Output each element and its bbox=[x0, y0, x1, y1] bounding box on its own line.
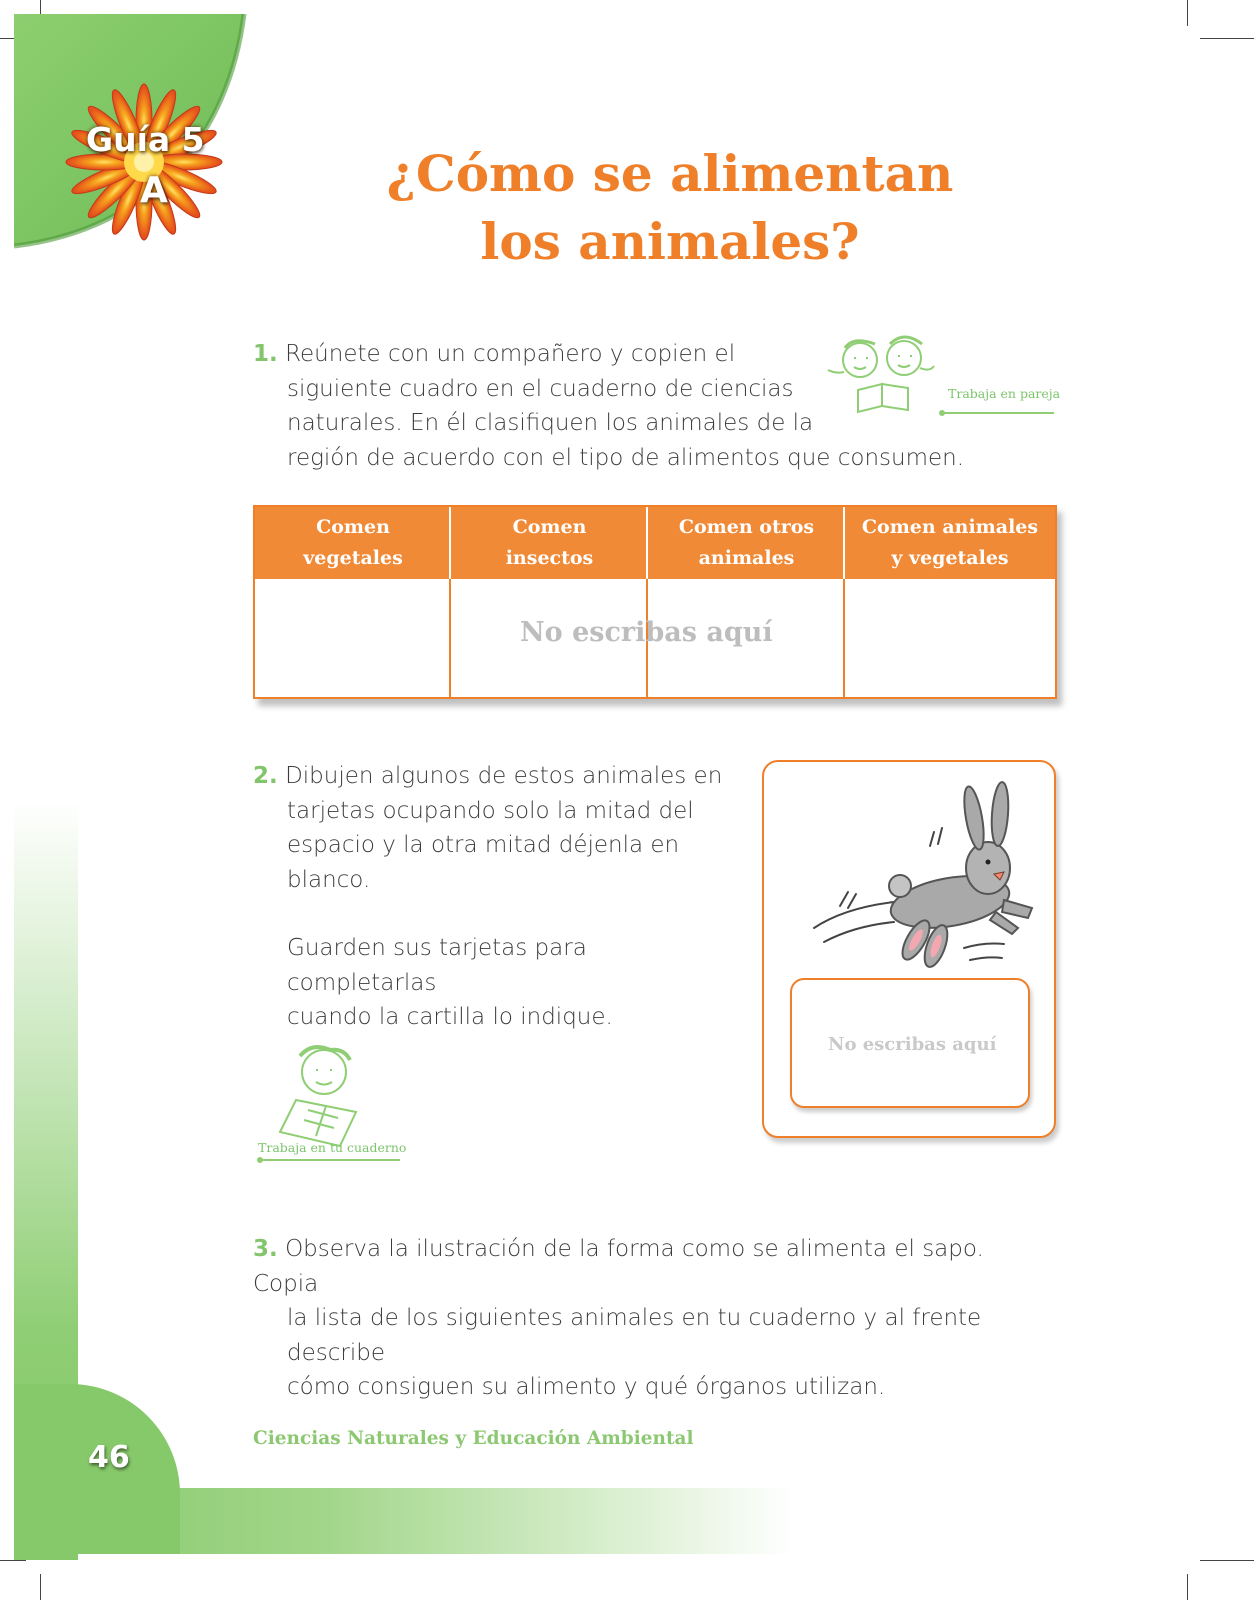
table-divider bbox=[449, 507, 451, 579]
page-title bbox=[330, 140, 1010, 276]
question-3-line: cómo consiguen su alimento y qué órganos utilizan. bbox=[287, 1374, 886, 1400]
question-1-line: Reúnete con un compañero y copien el bbox=[285, 341, 736, 367]
question-2-line: cuando la cartilla lo indique. bbox=[287, 1004, 613, 1030]
guide-tab bbox=[14, 14, 250, 250]
jumping-rabbit-icon bbox=[804, 778, 1044, 978]
table-header-cell: Comen vegetales bbox=[303, 516, 403, 569]
question-3 bbox=[253, 1232, 1053, 1405]
pair-work-badge bbox=[818, 330, 1061, 420]
question-1-line: naturales. En él clasifiquen los animales de la bbox=[287, 410, 814, 436]
question-1-number: 1. bbox=[253, 341, 278, 367]
page-title-line2: los animales? bbox=[480, 212, 860, 271]
crop-mark bbox=[1200, 1560, 1254, 1561]
page-title-line1: ¿Cómo se alimentan bbox=[386, 144, 954, 203]
card-blank-area bbox=[790, 978, 1030, 1108]
question-2-line: Guarden sus tarjetas para completarlas bbox=[287, 935, 587, 996]
crop-mark bbox=[1187, 0, 1188, 26]
table-divider bbox=[843, 507, 845, 579]
notebook-work-badge bbox=[254, 1040, 407, 1170]
classification-table bbox=[253, 505, 1057, 699]
no-write-watermark: No escribas aquí bbox=[520, 617, 773, 648]
question-2-line: espacio y la otra mitad déjenla en bbox=[287, 832, 680, 858]
footer-subject: Ciencias Naturales y Educación Ambiental bbox=[253, 1428, 694, 1449]
question-3-number: 3. bbox=[253, 1236, 278, 1262]
question-2-line: Dibujen algunos de estos animales en bbox=[285, 763, 723, 789]
table-divider bbox=[843, 579, 845, 697]
notebook-work-label: Trabaja en tu cuaderno bbox=[258, 1140, 407, 1155]
question-2-line: tarjetas ocupando solo la mitad del bbox=[287, 797, 694, 824]
page-number: 46 bbox=[88, 1440, 130, 1475]
crop-mark bbox=[1187, 1574, 1188, 1600]
table-header-row bbox=[255, 507, 1055, 579]
table-header-cell: Comen animales y vegetales bbox=[861, 516, 1039, 569]
crop-mark bbox=[1200, 38, 1254, 39]
pair-work-label: Trabaja en pareja bbox=[948, 386, 1061, 401]
crop-mark bbox=[40, 1574, 41, 1600]
question-1-line: región de acuerdo con el tipo de alimentos que consumen. bbox=[287, 444, 965, 471]
two-children-reading-icon bbox=[818, 330, 1061, 420]
no-write-watermark: No escribas aquí bbox=[828, 1034, 997, 1055]
question-3-line: Observa la ilustración de la forma como se alimenta el sapo. Copia bbox=[253, 1236, 984, 1297]
question-2 bbox=[253, 759, 733, 1035]
question-1-line: siguiente cuadro en el cuaderno de ciencias bbox=[287, 375, 794, 402]
flower-icon bbox=[66, 84, 222, 240]
question-3-line: la lista de los siguientes animales en tu cuaderno y al frente describe bbox=[287, 1305, 982, 1366]
crop-mark bbox=[0, 1560, 26, 1561]
table-divider bbox=[449, 579, 451, 697]
guide-label: Guía 5 bbox=[86, 120, 205, 159]
question-2-number: 2. bbox=[253, 763, 278, 789]
question-2-line: blanco. bbox=[287, 866, 371, 893]
table-divider bbox=[646, 507, 648, 579]
animal-card-example bbox=[762, 760, 1056, 1138]
guide-letter: A bbox=[140, 170, 168, 211]
table-header-cell: Comen insectos bbox=[505, 516, 594, 569]
table-header-cell: Comen otros animales bbox=[678, 516, 815, 569]
